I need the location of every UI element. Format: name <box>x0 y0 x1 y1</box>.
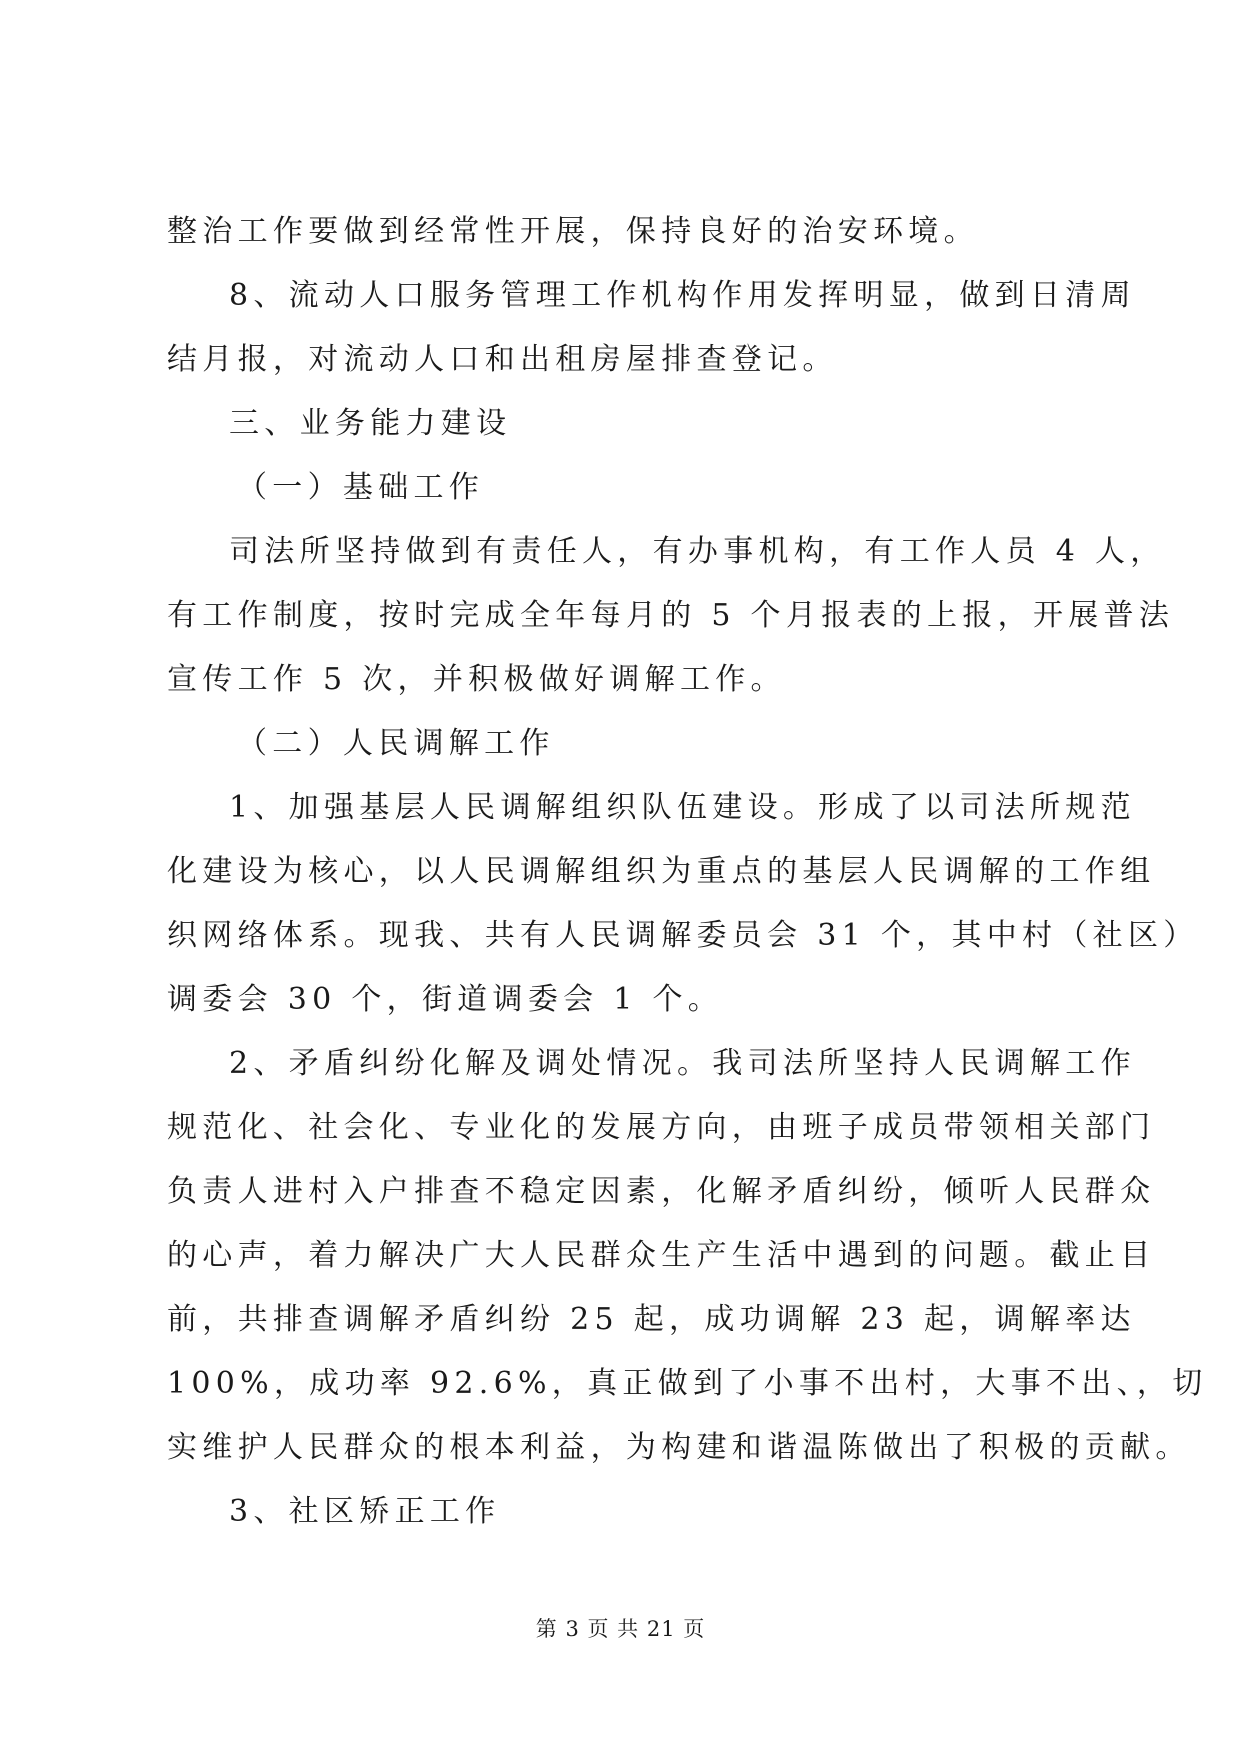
subsection-heading: （一）基础工作 <box>237 470 485 505</box>
paragraph-line: 有工作制度，按时完成全年每月的 5 个月报表的上报，开展普法 <box>167 598 1175 633</box>
paragraph-line: 化建设为核心，以人民调解组织为重点的基层人民调解的工作组 <box>167 854 1156 889</box>
paragraph-line: 宣传工作 5 次，并积极做好调解工作。 <box>167 662 786 697</box>
document-body <box>167 200 1208 1544</box>
paragraph-line: 司法所坚持做到有责任人，有办事机构，有工作人员 4 人， <box>229 534 1166 569</box>
subsection-heading: （二）人民调解工作 <box>237 726 555 761</box>
paragraph-line: 实维护人民群众的根本利益，为构建和谐温陈做出了积极的贡献。 <box>167 1430 1191 1465</box>
paragraph-line: 整治工作要做到经常性开展，保持良好的治安环境。 <box>167 214 979 249</box>
paragraph-line: 调委会 30 个，街道调委会 1 个。 <box>167 982 724 1017</box>
section-heading: 三、业务能力建设 <box>229 406 512 441</box>
page-number-footer: 第 3 页 共 21 页 <box>535 1617 706 1641</box>
paragraph-line: 结月报，对流动人口和出租房屋排查登记。 <box>167 342 838 377</box>
paragraph-line: 2、矛盾纠纷化解及调处情况。我司法所坚持人民调解工作 <box>229 1046 1136 1081</box>
paragraph-line: 100%，成功率 92.6%，真正做到了小事不出村，大事不出、，切 <box>167 1366 1208 1401</box>
paragraph-line: 1、加强基层人民调解组织队伍建设。形成了以司法所规范 <box>229 790 1136 825</box>
paragraph-line: 前，共排查调解矛盾纠纷 25 起，成功调解 23 起，调解率达 <box>167 1302 1136 1337</box>
paragraph-line: 规范化、社会化、专业化的发展方向，由班子成员带领相关部门 <box>167 1110 1156 1145</box>
paragraph-line: 8、流动人口服务管理工作机构作用发挥明显，做到日清周 <box>229 278 1136 313</box>
paragraph-line: 负责人进村入户排查不稳定因素，化解矛盾纠纷，倾听人民群众 <box>167 1174 1156 1209</box>
paragraph-line: 织网络体系。现我、共有人民调解委员会 31 个，其中村（社区） <box>167 918 1199 953</box>
paragraph-line: 的心声，着力解决广大人民群众生产生活中遇到的问题。截止目 <box>167 1238 1156 1273</box>
paragraph-line: 3、社区矫正工作 <box>229 1494 501 1529</box>
